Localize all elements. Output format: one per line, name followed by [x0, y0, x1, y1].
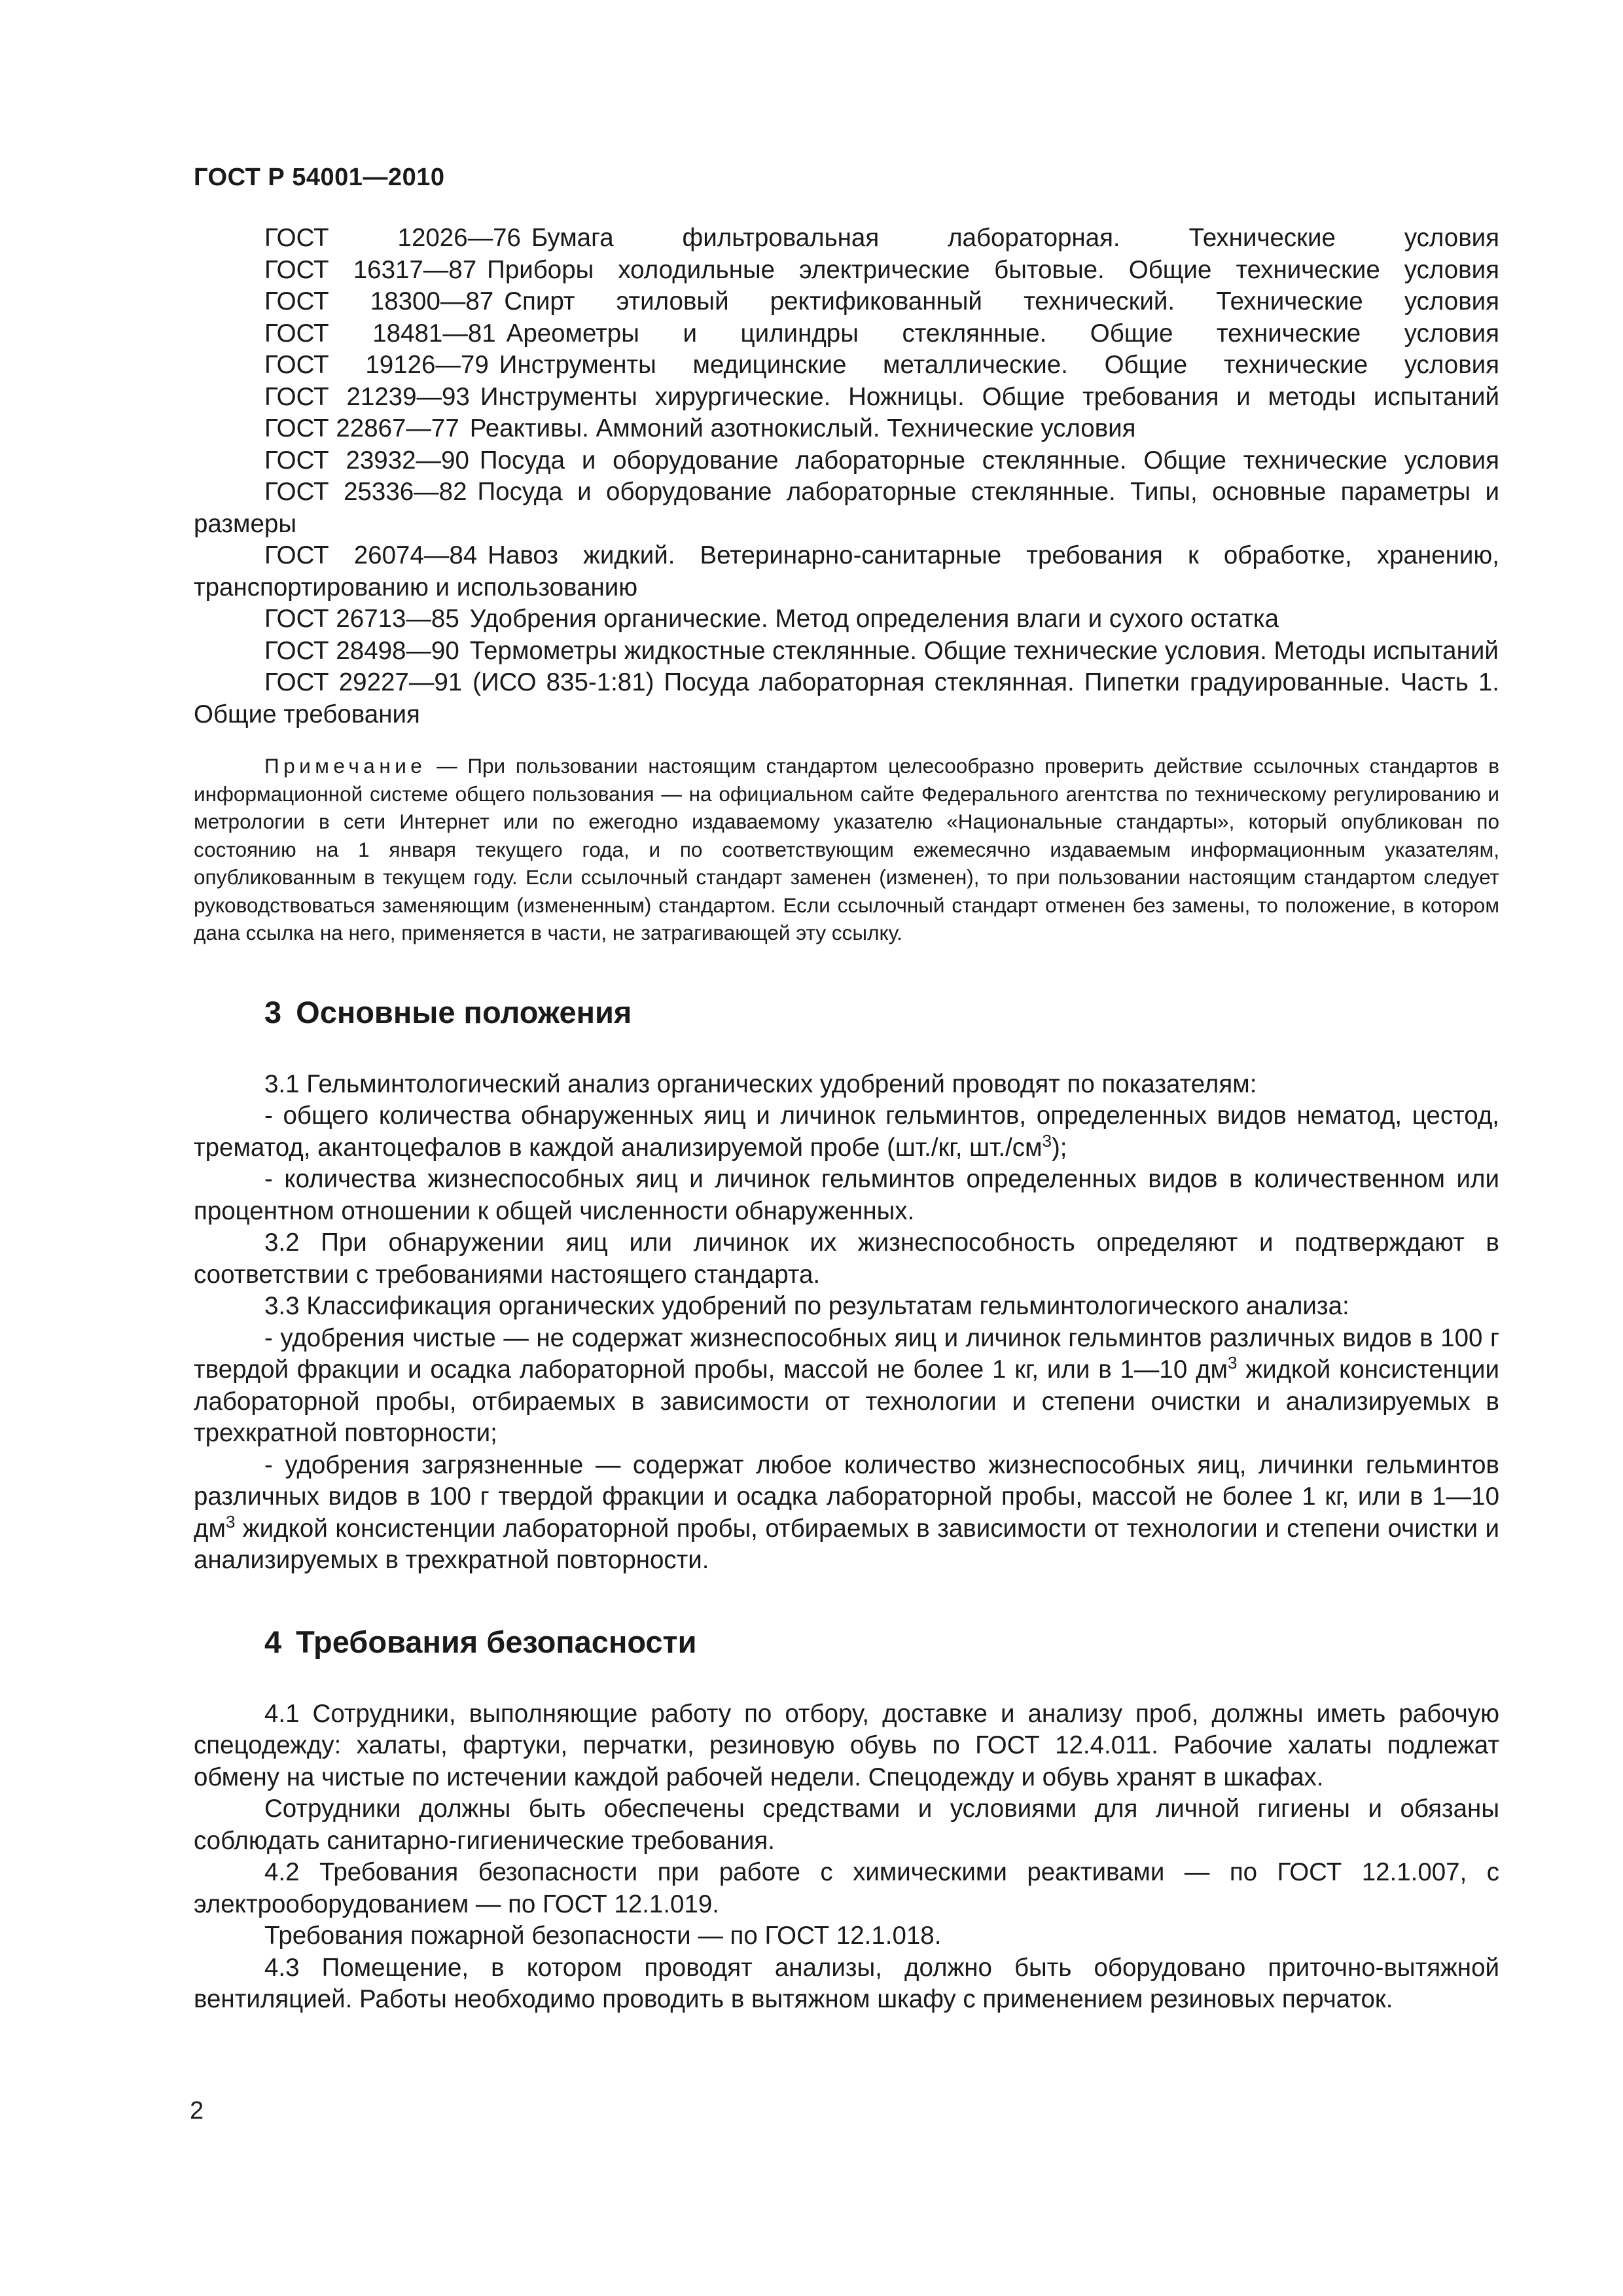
- section-title: Основные положения: [296, 994, 632, 1030]
- paragraph-3-1: 3.1 Гельминтологический анализ органических удобрений проводят по показателям:: [264, 1069, 1257, 1098]
- reference-code: ГОСТ 16317—87: [264, 255, 477, 284]
- reference-item: [194, 255, 1499, 287]
- reference-title: Инструменты медицинские металлические. Общие технические условия: [499, 351, 1500, 379]
- paragraph-text: - удобрения чистые — не содержат жизнеспособных яиц и личинок гельминтов различных видов в 100 г твердой фракции и осадка лабораторной пробы, массой не более 1 кг, или в 1—10 дм: [194, 1323, 1499, 1384]
- reference-code: ГОСТ 23932—90: [264, 446, 469, 475]
- reference-item: [194, 476, 1499, 540]
- page-number: 2: [190, 2097, 204, 2125]
- reference-item: [194, 223, 1499, 255]
- reference-title: Бумага фильтровальная лабораторная. Технические условия: [531, 224, 1499, 252]
- paragraph-text: - общего количества обнаруженных яиц и личинок гельминтов, определенных видов нематод, цестод, трематод, акантоцефалов в каждой анализируемой пробе (шт./кг, шт./см: [194, 1102, 1499, 1162]
- reference-title: (ИСО 835-1:81) Посуда лабораторная стеклянная. Пипетки градуированные. Часть 1. Общие требования: [194, 668, 1499, 728]
- paragraph-text: жидкой консистенции лабораторной пробы, отбираемых в зависимости от технологии и степени очистки и анализируемых в трехкратной повторности;: [194, 1355, 1499, 1447]
- paragraph-4-2: 4.2 Требования безопасности при работе с химическими реактивами — по ГОСТ 12.1.007, с электрооборудованием — по ГОСТ 12.1.019.: [194, 1858, 1499, 1918]
- superscript: 3: [1228, 1353, 1238, 1372]
- reference-title: Инструменты хирургические. Ножницы. Общие требования и методы испытаний: [480, 382, 1499, 411]
- paragraph-3-3: 3.3 Классификация органических удобрений по результатам гельминтологического анализа:: [264, 1292, 1349, 1320]
- page-content: [194, 223, 1499, 2016]
- reference-title: Приборы холодильные электрические бытовые. Общие технические условия: [487, 255, 1499, 284]
- reference-code: ГОСТ 21239—93: [264, 382, 470, 411]
- paragraph-3-1-item-2: - количества жизнеспособных яиц и личинок гельминтов определенных видов в количественном или процентном отношении к общей численности обнаруженных.: [194, 1165, 1499, 1225]
- paragraph-3-1-item-1: [194, 1100, 1499, 1164]
- section-number: 3: [264, 994, 282, 1030]
- reference-title: Посуда и оборудование лабораторные стеклянные. Типы, основные параметры и размеры: [194, 478, 1499, 538]
- note-label: Примечание: [264, 754, 427, 778]
- reference-code: ГОСТ 12026—76: [264, 224, 521, 252]
- reference-title: Реактивы. Аммоний азотнокислый. Технические условия: [469, 414, 1136, 442]
- reference-item: [194, 603, 1499, 636]
- reference-code: ГОСТ 18481—81: [264, 319, 496, 348]
- reference-item: [194, 382, 1499, 414]
- normative-references-list: [194, 223, 1499, 730]
- paragraph-4-1: 4.1 Сотрудники, выполняющие работу по отбору, доставке и анализу проб, должны иметь рабочую спецодежду: халаты, фартуки, перчатки, резиновую обувь по ГОСТ 12.4.011. Рабочие халаты подлежат обмену на чистые по истечении каждой рабочей недели. Спецодежду и обувь хранят в шкафах.: [194, 1699, 1499, 1791]
- section-title: Требования безопасности: [296, 1624, 697, 1659]
- paragraph-3-2: 3.2 При обнаружении яиц или личинок их жизнеспособность определяют и подтверждают в соответствии с требованиями настоящего стандарта.: [194, 1229, 1499, 1289]
- reference-item: [194, 636, 1499, 668]
- reference-title: Посуда и оборудование лабораторные стеклянные. Общие технические условия: [479, 446, 1499, 475]
- superscript: 3: [1042, 1130, 1052, 1151]
- note-text: — При пользовании настоящим стандартом целесообразно проверить действие ссылочных стандартов в информационной системе общего пользования — на официальном сайте Федерального агентства по техническому регулированию и метрологии в сети Интернет или по ежегодно издаваемому указателю «Национальные стандарты», который опубликован по состоянию на 1 января текущего года, и по соответствующим ежемесячно издаваемым информационным указателям, опубликованным в текущем году. Если ссылочный стандарт заменен (изменен), то при пользовании настоящим стандартом следует руководствоваться заменяющим (измененным) стандартом. Если ссылочный стандарт отменен без замены, то положение, в котором дана ссылка на него, применяется в части, не затрагивающей эту ссылку.: [194, 754, 1499, 944]
- reference-code: ГОСТ 29227—91: [264, 668, 463, 696]
- paragraph-text: жидкой консистенции лабораторной пробы, отбираемых в зависимости от технологии и степени очистки и анализируемых в трехкратной повторности.: [194, 1514, 1499, 1574]
- section-number: 4: [264, 1624, 282, 1659]
- reference-title: Удобрения органические. Метод определения влаги и сухого остатка: [469, 605, 1279, 633]
- reference-code: ГОСТ 28498—90: [264, 636, 459, 665]
- reference-code: ГОСТ 22867—77: [264, 414, 459, 442]
- reference-title: Термометры жидкостные стеклянные. Общие технические условия. Методы испытаний: [469, 636, 1499, 665]
- section-3-heading: [264, 994, 1499, 1031]
- reference-item: [194, 667, 1499, 730]
- paragraph-4-3: 4.3 Помещение, в котором проводят анализы, должно быть оборудовано приточно-вытяжной вентиляцией. Работы необходимо проводить в вытяжном шкафу с применением резиновых перчаток.: [194, 1953, 1499, 2013]
- paragraph-text: );: [1051, 1133, 1067, 1162]
- reference-code: ГОСТ 19126—79: [264, 351, 489, 379]
- reference-code: ГОСТ 26074—84: [264, 541, 478, 569]
- paragraph-4-1-cont: Сотрудники должны быть обеспечены средствами и условиями для личной гигиены и обязаны соблюдать санитарно-гигиенические требования.: [194, 1795, 1499, 1855]
- paragraph-3-3-item-1: [194, 1323, 1499, 1450]
- reference-title: Ареометры и цилиндры стеклянные. Общие технические условия: [506, 319, 1499, 348]
- reference-code: ГОСТ 26713—85: [264, 605, 459, 633]
- reference-code: ГОСТ 18300—87: [264, 287, 494, 315]
- superscript: 3: [225, 1511, 236, 1532]
- document-header: ГОСТ Р 54001—2010: [194, 164, 445, 191]
- reference-item: [194, 350, 1499, 382]
- section-4-heading: [264, 1624, 1499, 1660]
- reference-item: [194, 413, 1499, 445]
- note-paragraph: [194, 752, 1499, 947]
- reference-code: ГОСТ 25336—82: [264, 478, 467, 506]
- paragraph-3-3-item-2: [194, 1450, 1499, 1577]
- paragraph-4-2-cont: Требования пожарной безопасности — по ГОСТ 12.1.018.: [264, 1922, 942, 1950]
- reference-item: [194, 445, 1499, 477]
- reference-item: [194, 540, 1499, 603]
- paragraph-text: - удобрения загрязненные — содержат любое количество жизнеспособных яиц, личинки гельминтов различных видов в 100 г твердой фракции и осадка лабораторной пробы, массой не более 1 кг, или в 1—10 дм: [194, 1450, 1499, 1543]
- reference-title: Спирт этиловый ректификованный технический. Технические условия: [504, 287, 1499, 315]
- reference-item: [194, 286, 1499, 318]
- reference-title: Навоз жидкий. Ветеринарно-санитарные требования к обработке, хранению, транспортированию и использованию: [194, 541, 1499, 601]
- reference-item: [194, 318, 1499, 350]
